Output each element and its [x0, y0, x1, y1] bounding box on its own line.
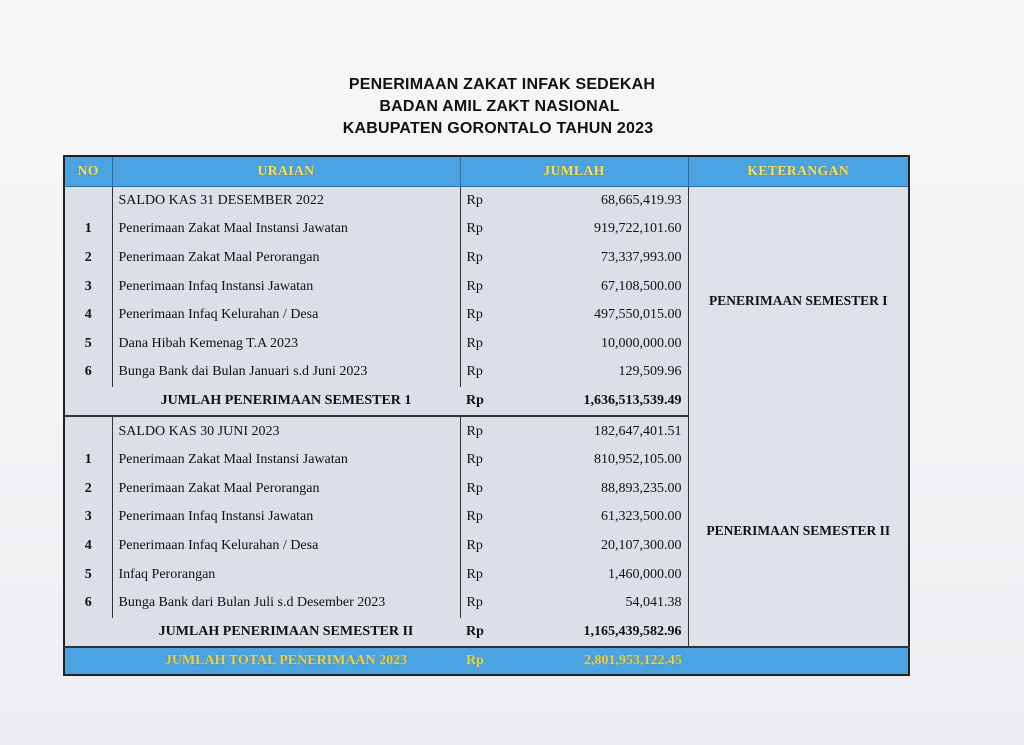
row-currency: Rp: [460, 532, 502, 561]
row-uraian: SALDO KAS 30 JUNI 2023: [112, 416, 460, 446]
subtotal-amount: 1,165,439,582.96: [502, 618, 688, 648]
row-currency: Rp: [460, 416, 502, 446]
header-jumlah: JUMLAH: [460, 156, 688, 186]
row-no: 2: [64, 475, 112, 504]
row-uraian: Penerimaan Zakat Maal Instansi Jawatan: [112, 215, 460, 244]
row-currency: Rp: [460, 215, 502, 244]
row-uraian: Penerimaan Zakat Maal Instansi Jawatan: [112, 446, 460, 475]
row-no: 2: [64, 244, 112, 273]
row-currency: Rp: [460, 301, 502, 330]
row-no: 4: [64, 532, 112, 561]
row-amount: 88,893,235.00: [502, 475, 688, 504]
row-uraian: Penerimaan Zakat Maal Perorangan: [112, 475, 460, 504]
row-amount: 919,722,101.60: [502, 215, 688, 244]
row-no: [64, 186, 112, 215]
row-amount: 67,108,500.00: [502, 272, 688, 301]
table-row: [64, 416, 909, 446]
keterangan-semester-1: PENERIMAAN SEMESTER I: [688, 186, 909, 416]
row-no: 6: [64, 358, 112, 387]
header-uraian: URAIAN: [112, 156, 460, 186]
title-line-2: BADAN AMIL ZAKT NASIONAL: [379, 98, 620, 115]
title-line-1: PENERIMAAN ZAKAT INFAK SEDEKAH: [348, 76, 656, 93]
row-uraian: Penerimaan Infaq Instansi Jawatan: [112, 272, 460, 301]
row-currency: Rp: [460, 186, 502, 215]
row-currency: Rp: [460, 475, 502, 504]
header-keterangan: KETERANGAN: [688, 156, 909, 186]
subtotal-label: JUMLAH PENERIMAAN SEMESTER 1: [112, 387, 460, 417]
row-no: 5: [64, 330, 112, 359]
row-no: 4: [64, 301, 112, 330]
row-currency: Rp: [460, 330, 502, 359]
row-no: 1: [64, 446, 112, 475]
row-no: 5: [64, 560, 112, 589]
row-amount: 497,550,015.00: [502, 301, 688, 330]
row-amount: 73,337,993.00: [502, 244, 688, 273]
grand-total-label: JUMLAH TOTAL PENERIMAAN 2023: [112, 647, 460, 675]
row-amount: 54,041.38: [502, 589, 688, 618]
row-uraian: Bunga Bank dari Bulan Juli s.d Desember 2023: [112, 589, 460, 618]
row-currency: Rp: [460, 358, 502, 387]
row-amount: 182,647,401.51: [502, 416, 688, 446]
grand-total-amount: 2,801,953,122.45: [502, 647, 688, 675]
row-uraian: Infaq Perorangan: [112, 560, 460, 589]
row-uraian: Dana Hibah Kemenag T.A 2023: [112, 330, 460, 359]
row-no: 6: [64, 589, 112, 618]
subtotal-amount: 1,636,513,539.49: [502, 387, 688, 417]
document-title: [0, 74, 1024, 140]
row-amount: 20,107,300.00: [502, 532, 688, 561]
subtotal-currency: Rp: [460, 387, 502, 417]
row-amount: 61,323,500.00: [502, 503, 688, 532]
row-currency: Rp: [460, 272, 502, 301]
table-header-row: [64, 156, 909, 186]
grand-total-currency: Rp: [460, 647, 502, 675]
grand-total-row: [64, 647, 909, 675]
row-uraian: Penerimaan Infaq Instansi Jawatan: [112, 503, 460, 532]
row-currency: Rp: [460, 589, 502, 618]
row-uraian: Bunga Bank dai Bulan Januari s.d Juni 2023: [112, 358, 460, 387]
table-row: [64, 186, 909, 215]
header-no: NO: [64, 156, 112, 186]
row-amount: 68,665,419.93: [502, 186, 688, 215]
row-amount: 810,952,105.00: [502, 446, 688, 475]
row-currency: Rp: [460, 560, 502, 589]
subtotal-label: JUMLAH PENERIMAAN SEMESTER II: [112, 618, 460, 648]
row-no: 3: [64, 503, 112, 532]
row-uraian: Penerimaan Infaq Kelurahan / Desa: [112, 301, 460, 330]
row-amount: 1,460,000.00: [502, 560, 688, 589]
row-uraian: Penerimaan Infaq Kelurahan / Desa: [112, 532, 460, 561]
row-amount: 10,000,000.00: [502, 330, 688, 359]
row-no: [64, 416, 112, 446]
row-no: 1: [64, 215, 112, 244]
keterangan-semester-2: PENERIMAAN SEMESTER II: [688, 416, 909, 647]
title-line-3: KABUPATEN GORONTALO TAHUN 2023: [342, 120, 654, 137]
row-no: 3: [64, 272, 112, 301]
row-uraian: Penerimaan Zakat Maal Perorangan: [112, 244, 460, 273]
row-currency: Rp: [460, 503, 502, 532]
row-currency: Rp: [460, 244, 502, 273]
subtotal-currency: Rp: [460, 618, 502, 648]
receipts-table: [63, 155, 910, 676]
row-currency: Rp: [460, 446, 502, 475]
row-uraian: SALDO KAS 31 DESEMBER 2022: [112, 186, 460, 215]
row-amount: 129,509.96: [502, 358, 688, 387]
